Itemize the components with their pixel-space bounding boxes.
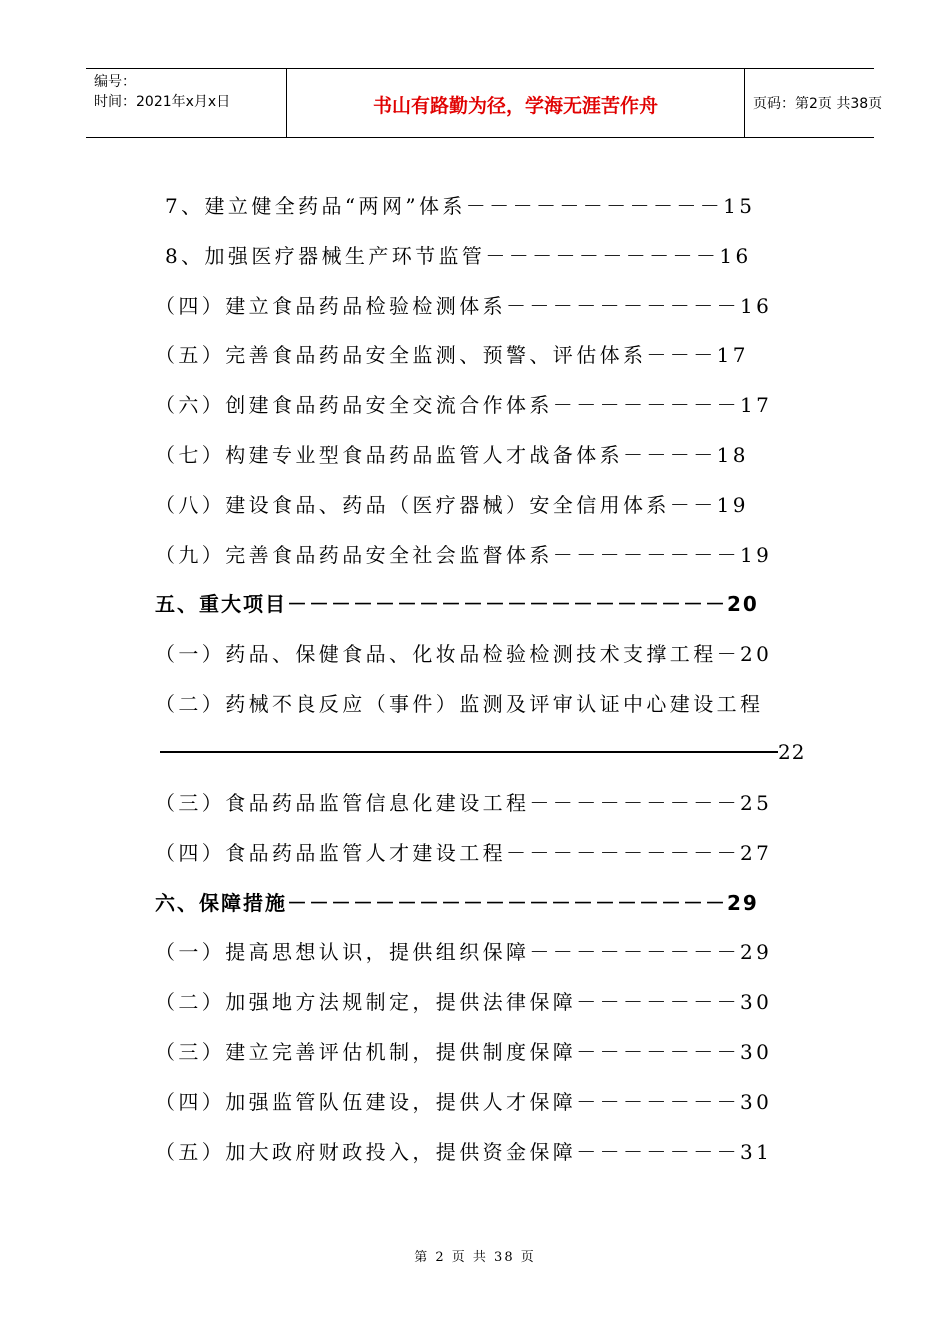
page-label: 页码：第2页 共38页 xyxy=(753,96,883,112)
toc-section-heading[interactable]: 五、重大项目－－－－－－－－－－－－－－－－－－－－20 xyxy=(155,592,759,616)
serial-label: 编号： xyxy=(94,74,136,90)
time-label: 时间：2021年x月x日 xyxy=(94,94,231,110)
toc-section-heading[interactable]: 六、保障措施－－－－－－－－－－－－－－－－－－－－29 xyxy=(155,891,759,915)
toc-entry[interactable]: 7、建立健全药品“两网”体系－－－－－－－－－－－15 xyxy=(165,194,756,218)
toc-entry[interactable]: （一）提高思想认识，提供组织保障－－－－－－－－－29 xyxy=(155,940,773,964)
toc-entry[interactable]: （四）加强监管队伍建设，提供人才保障－－－－－－－30 xyxy=(155,1090,773,1114)
toc-entry[interactable]: （二）药械不良反应（事件）监测及评审认证中心建设工程 xyxy=(155,692,764,716)
toc-entry[interactable]: （三）建立完善评估机制，提供制度保障－－－－－－－30 xyxy=(155,1040,773,1064)
toc-entry[interactable]: （五）加大政府财政投入，提供资金保障－－－－－－－31 xyxy=(155,1140,773,1164)
toc-entry[interactable]: 8、加强医疗器械生产环节监管－－－－－－－－－－16 xyxy=(165,244,752,268)
toc-page-number: 22 xyxy=(778,740,806,764)
toc-entry[interactable]: （八）建设食品、药品（医疗器械）安全信用体系－－19 xyxy=(155,493,749,517)
leader-rule xyxy=(160,751,778,753)
toc-entry[interactable]: （二）加强地方法规制定，提供法律保障－－－－－－－30 xyxy=(155,990,773,1014)
motto: 书山有路勤为径，学海无涯苦作舟 xyxy=(372,95,658,117)
toc-entry[interactable]: （四）食品药品监管人才建设工程－－－－－－－－－－27 xyxy=(155,841,773,865)
toc-entry[interactable]: （四）建立食品药品检验检测体系－－－－－－－－－－16 xyxy=(155,294,773,318)
toc-entry[interactable]: （一）药品、保健食品、化妆品检验检测技术支撑工程－20 xyxy=(155,642,773,666)
toc-entry[interactable]: （三）食品药品监管信息化建设工程－－－－－－－－－25 xyxy=(155,791,773,815)
toc-entry[interactable]: （六）创建食品药品安全交流合作体系－－－－－－－－17 xyxy=(155,393,773,417)
toc-entry[interactable]: （九）完善食品药品安全社会监督体系－－－－－－－－19 xyxy=(155,543,773,567)
toc-entry[interactable]: （七）构建专业型食品药品监管人才战备体系－－－－18 xyxy=(155,443,749,467)
page-footer: 第 2 页 共 38 页 xyxy=(414,1250,536,1265)
toc-entry[interactable]: （五）完善食品药品安全监测、预警、评估体系－－－17 xyxy=(155,343,749,367)
